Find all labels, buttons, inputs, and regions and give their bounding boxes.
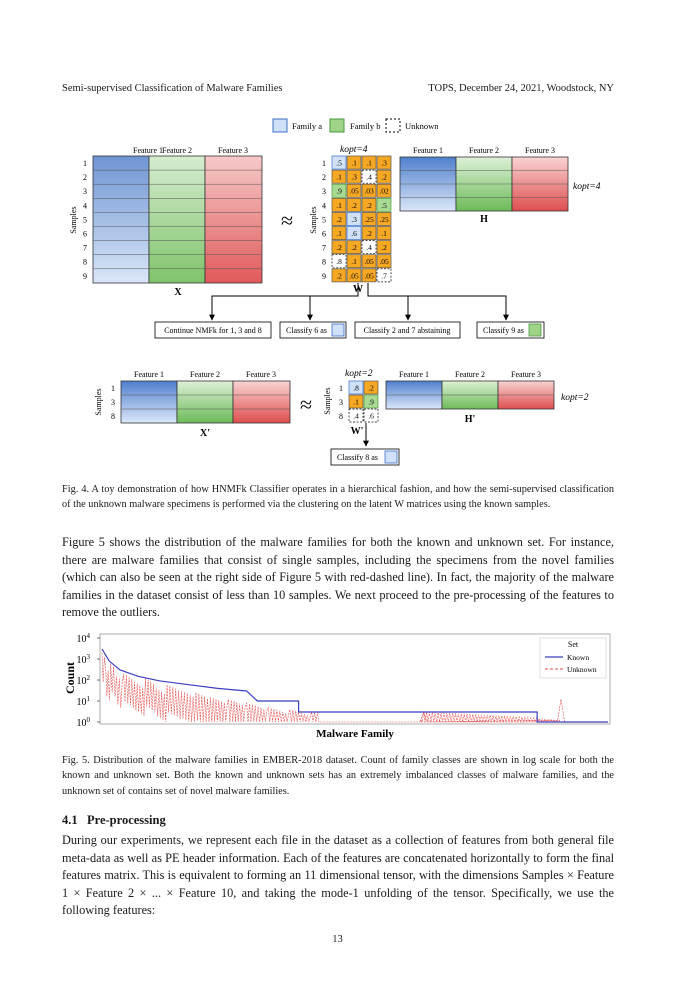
approx-symbol-top: ≈ <box>280 208 294 233</box>
h2-kopt-label: kopt=2 <box>561 393 589 403</box>
x2-row-id: 8 <box>111 412 115 421</box>
y-tick-label: $10^2$ <box>76 674 90 687</box>
x-header-feature-3: Feature 3 <box>218 146 248 155</box>
w-cell-value: .3 <box>351 172 357 182</box>
x2-header-feature-2: Feature 2 <box>190 370 220 379</box>
action-boxes <box>155 322 544 338</box>
w-cell-value: .2 <box>336 271 342 281</box>
x-samples-label: Samples <box>69 206 78 234</box>
w-row-id: 7 <box>322 243 326 253</box>
w-row-id: 6 <box>322 229 326 239</box>
y-tick-label: $10^0$ <box>76 716 90 729</box>
w-cell-value: .2 <box>381 172 387 182</box>
w-cell-value: .05 <box>364 257 374 267</box>
w-label: W <box>353 284 363 295</box>
legend-swatch-unknown <box>386 119 400 132</box>
h-label: H <box>480 214 488 225</box>
x-row-id: 5 <box>83 215 87 225</box>
figure-legend <box>273 119 439 132</box>
action-classify-6: Classify 6 as <box>286 326 327 335</box>
w2-kopt-label: kopt=2 <box>345 369 373 379</box>
w2-row-id: 8 <box>339 412 343 421</box>
h2-header-feature-3: Feature 3 <box>511 370 541 379</box>
w-cell-value: .05 <box>349 271 359 281</box>
legend-swatch-family-a <box>273 119 287 132</box>
w2-samples-label: Samples <box>323 387 332 415</box>
y-tick-label: $10^4$ <box>76 632 90 645</box>
figure-4 <box>0 0 675 480</box>
w-cell-value: .03 <box>364 186 374 196</box>
h-header-feature-2: Feature 2 <box>469 146 499 155</box>
legend-unknown: Unknown <box>405 121 439 131</box>
swatch-family-a <box>332 324 344 336</box>
x-row-id: 4 <box>83 201 87 211</box>
w-cell-value: .4 <box>366 243 372 253</box>
legend-known: Known <box>567 653 590 662</box>
w-cell-value: .5 <box>336 158 342 168</box>
w-cell-value: .9 <box>336 186 342 196</box>
w-cell-value: .2 <box>366 200 372 210</box>
w-row-id: 2 <box>322 173 326 183</box>
figure-5-caption: Fig. 5. Distribution of the malware families in EMBER-2018 dataset. Count of family classes are shown in log scale for both the known and unknown set. Both the known and unknown sets has an extremely imbalanced classes of malware families, and the unknown set of contains set of novel malware families. <box>62 755 614 797</box>
w-cell-value: .25 <box>364 214 374 224</box>
plot-area <box>100 634 610 724</box>
w-cell-value: .1 <box>351 257 357 267</box>
matrix-h-prime <box>386 370 589 425</box>
x-row-id: 1 <box>83 159 87 168</box>
w-cell-value: .2 <box>366 229 372 238</box>
w-cell-value: .3 <box>351 214 357 224</box>
legend-family-a: Family a <box>292 121 322 131</box>
matrix-x-prime <box>94 370 290 439</box>
w-cell-value: .1 <box>381 229 387 238</box>
w2-cell-value: .8 <box>353 383 359 393</box>
x2-row-id: 1 <box>111 384 115 393</box>
x-header-feature-2: Feature 2 <box>162 146 192 155</box>
matrix-w-prime <box>323 369 378 437</box>
x-label: X <box>174 287 182 298</box>
chart-legend <box>540 638 606 678</box>
w-cell-value: .6 <box>351 229 357 238</box>
w-row-id: 1 <box>322 159 326 168</box>
w2-cell-value: .2 <box>368 383 374 393</box>
h-kopt-label: kopt=4 <box>573 182 601 192</box>
h-header-feature-3: Feature 3 <box>525 146 555 155</box>
w-cell-value: .2 <box>381 243 387 253</box>
x2-samples-label: Samples <box>94 388 103 416</box>
final-swatch-family-a <box>385 451 397 463</box>
running-header-title: Semi-supervised Classification of Malware Families <box>62 83 283 94</box>
h-header-feature-1: Feature 1 <box>413 146 443 155</box>
x-row-id: 3 <box>83 187 87 197</box>
w-cell-value: .8 <box>336 257 342 267</box>
x2-header-feature-3: Feature 3 <box>246 370 276 379</box>
legend-family-b: Family b <box>350 121 381 131</box>
legend-title: Set <box>567 640 579 649</box>
w2-cell-value: .4 <box>353 411 359 421</box>
page-number: 13 <box>332 934 343 945</box>
w-cell-value: .2 <box>351 243 357 253</box>
w-row-id: 9 <box>322 271 326 281</box>
x-header-feature-1: Feature 1 <box>133 146 163 155</box>
x-prime-label: X' <box>200 428 210 439</box>
action-continue: Continue NMFk for 1, 3 and 8 <box>164 326 262 335</box>
w-cell-value: .3 <box>381 158 387 168</box>
approx-symbol-bottom: ≈ <box>299 392 313 417</box>
legend-swatch-family-b <box>330 119 344 132</box>
y-tick-label: $10^1$ <box>76 695 90 708</box>
x2-row-id: 3 <box>111 398 115 407</box>
w-cell-value: .2 <box>336 214 342 224</box>
final-action: Classify 8 as <box>337 453 378 462</box>
figure-5-chart <box>60 630 620 745</box>
w-cell-value: .05 <box>364 271 374 281</box>
w-cell-value: .25 <box>379 214 389 224</box>
w2-row-id: 3 <box>339 398 343 407</box>
w-cell-value: .1 <box>336 172 342 182</box>
w2-cell-value: .6 <box>368 411 374 421</box>
x-row-id: 2 <box>83 173 87 183</box>
w-cell-value: .2 <box>336 243 342 253</box>
running-header-venue: TOPS, December 24, 2021, Woodstock, NY <box>428 83 614 94</box>
y-tick-label: $10^3$ <box>76 653 90 666</box>
matrix-x <box>69 146 262 298</box>
h2-header-feature-1: Feature 1 <box>399 370 429 379</box>
paragraph-preprocessing: During our experiments, we represent each file in the dataset as a collection of features from both general file meta-data as well as PE header information. Each of the features are concatenated horizontally to form the final features matrix. This is equivalent to forming an 11 dimensional tensor, with the dimensions Samples × Feature 1 × Feature 2 × ... × Feature 10, and taking the mode-1 unfolding of the tensor. Specifically, we use the following features: <box>62 833 614 918</box>
w-row-id: 3 <box>322 187 326 197</box>
w-row-id: 5 <box>322 215 326 225</box>
x2-header-feature-1: Feature 1 <box>134 370 164 379</box>
x-axis-label: Malware Family <box>316 728 394 740</box>
w-samples-label: Samples <box>309 206 318 234</box>
paragraph-figure5-intro: Figure 5 shows the distribution of the malware families for both the known and unknown set. For instance, there are malware families that consist of single samples, including the specimens from the novel families (which can also be seen at the right side of Figure 5 with red-dashed line). In fact, the majority of the malware families in the dataset consist of less than 10 samples. We next proceed to the pre-processing of the features to remove the outliers. <box>62 535 614 620</box>
w-row-id: 4 <box>322 201 326 211</box>
x-row-id: 9 <box>83 271 87 281</box>
matrix-h <box>400 146 601 225</box>
section-heading: 4.1 Pre-processing <box>62 813 166 827</box>
legend-unknown: Unknown <box>567 665 597 674</box>
w-cell-value: .1 <box>336 200 342 210</box>
swatch-family-b <box>529 324 541 336</box>
w2-cell-value: .9 <box>368 397 374 407</box>
y-axis-label: Count <box>63 661 77 695</box>
h-prime-label: H' <box>464 414 476 425</box>
matrix-w <box>309 145 391 295</box>
w-cell-value: .1 <box>351 158 357 168</box>
figure-4-caption: Fig. 4. A toy demonstration of how HNMFk Classifier operates in a hierarchical fashion, and how the semi-supervised classification of the unknown malware specimens is performed via the clustering on the latent W matrices using the known samples. <box>62 484 614 511</box>
w-cell-value: .2 <box>351 200 357 210</box>
w-cell-value: .1 <box>366 158 372 168</box>
x-row-id: 6 <box>83 229 87 239</box>
h2-header-feature-2: Feature 2 <box>455 370 485 379</box>
w2-row-id: 1 <box>339 384 343 393</box>
x-row-id: 8 <box>83 257 87 267</box>
w-cell-value: .05 <box>379 257 389 267</box>
w-prime-label: W' <box>350 426 364 437</box>
w-kopt-label: kopt=4 <box>340 145 368 155</box>
w-cell-value: .05 <box>349 186 359 196</box>
w-cell-value: .1 <box>336 229 342 238</box>
w-cell-value: .7 <box>381 271 387 281</box>
w-cell-value: .5 <box>381 200 387 210</box>
action-classify-9: Classify 9 as <box>483 326 524 335</box>
w2-cell-value: .1 <box>353 397 359 407</box>
w-row-id: 8 <box>322 257 326 267</box>
x-row-id: 7 <box>83 243 87 253</box>
w-cell-value: .02 <box>379 186 389 196</box>
action-abstain: Classify 2 and 7 abstaining <box>363 326 451 335</box>
w-cell-value: .4 <box>366 172 372 182</box>
